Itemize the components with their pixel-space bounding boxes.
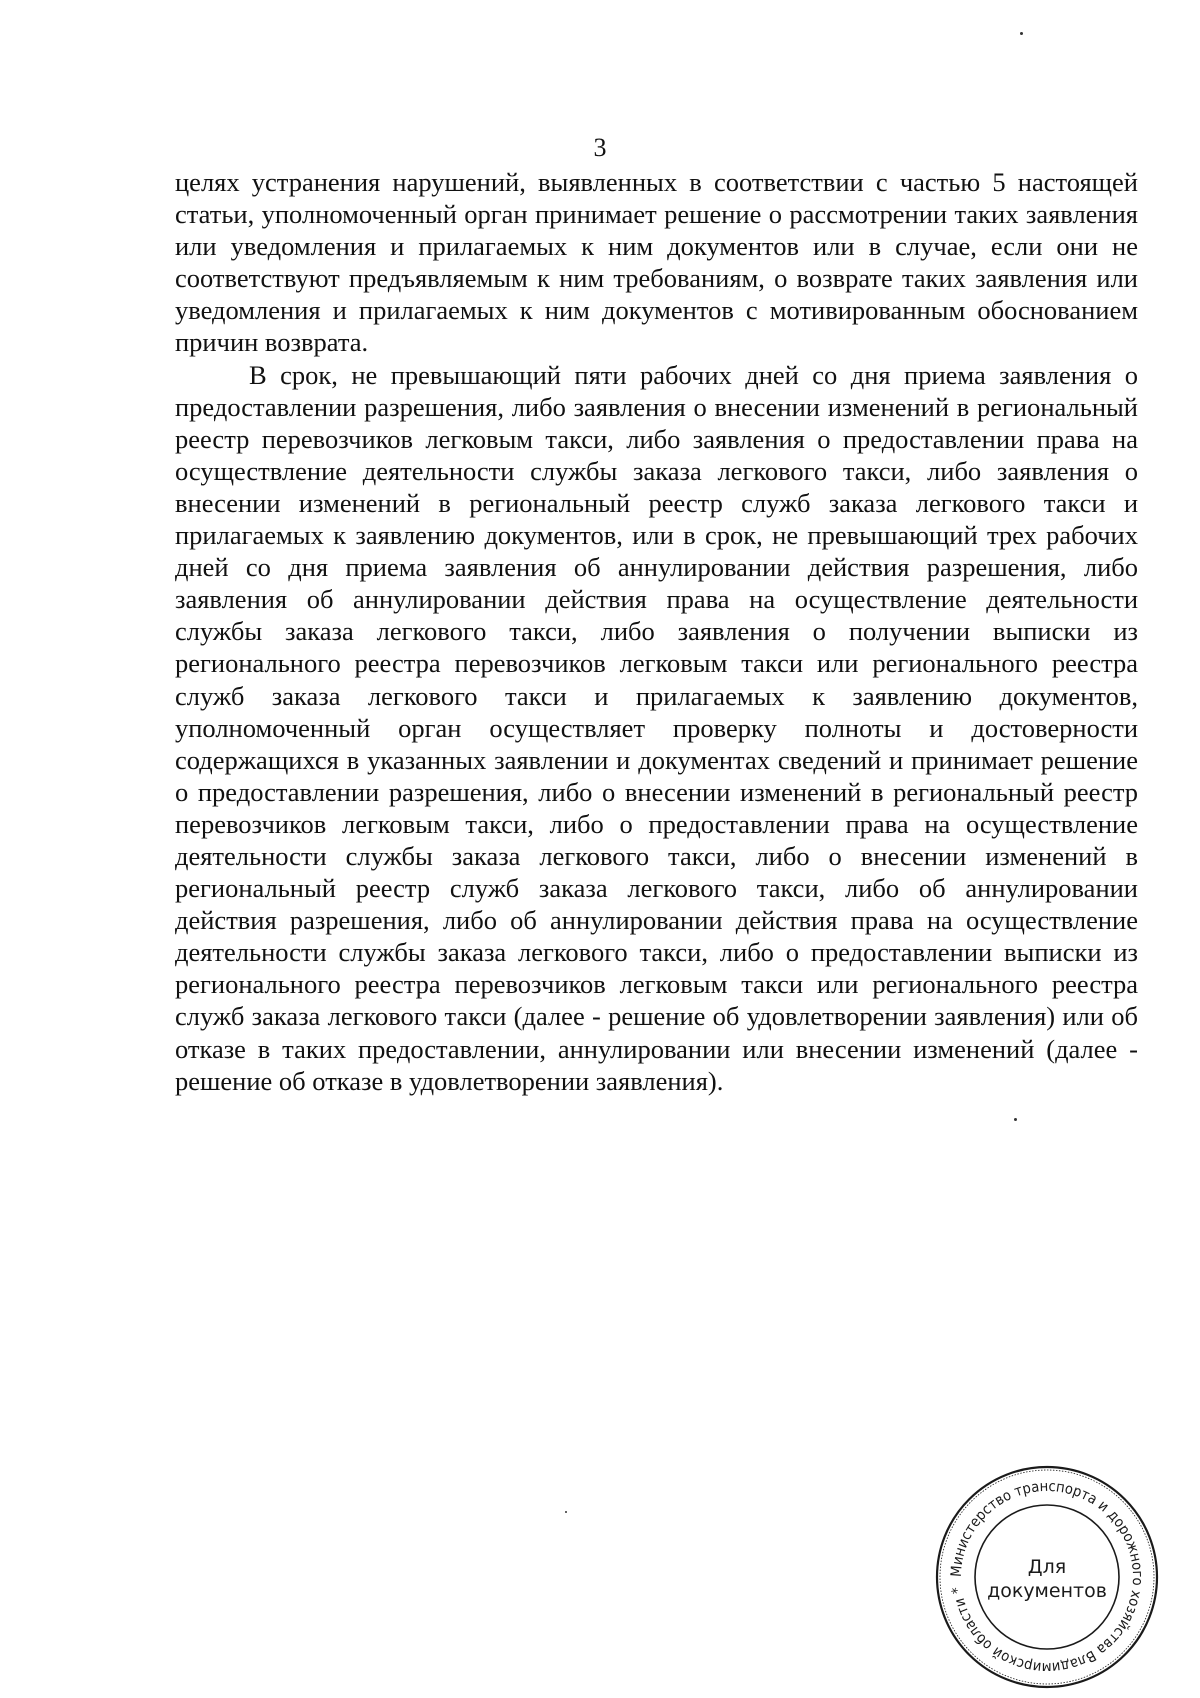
scan-speck [1020, 32, 1023, 35]
page-number: 3 [593, 133, 607, 162]
stamp-ring-text: Министерство транспорта и дорожного хозяйства Владимирской области * [948, 1478, 1146, 1676]
official-stamp [933, 1463, 1161, 1691]
stamp-center-line-1: Для [1027, 1556, 1067, 1578]
paragraph-2: В срок, не превышающий пяти рабочих дней со дня приема заявления о предоставлении разрешения, либо заявления о внесении изменений в региональный реестр перевозчиков легковым такси, либо заявления о предоставлении права на осуществление деятельности службы заказа легкового такси, либо заявления о внесении изменений в региональный реестр служб заказа легкового такси и прилагаемых к заявлению документов, или в срок, не превышающий трех рабочих дней со дня приема заявления об аннулировании действия разрешения, либо заявления об аннулировании действия права на осуществление деятельности службы заказа легкового такси, либо заявления о получении выписки из регионального реестра перевозчиков легковым такси или регионального реестра служб заказа легкового такси и прилагаемых к заявлению документов, уполномоченный орган осуществляет проверку полноты и достоверности содержащихся в указанных заявлении и документах сведений и принимает решение о предоставлении разрешения, либо о внесении изменений в региональный реестр перевозчиков легковым такси, либо о предоставлении права на осуществление деятельности службы заказа легкового такси, либо о внесении изменений в региональный реестр служб заказа легкового такси, либо об аннулировании действия разрешения, либо об аннулировании действия права на осуществление деятельности службы заказа легкового такси, либо о предоставлении выписки из регионального реестра перевозчиков легковым такси или регионального реестра служб заказа легкового такси (далее - решение об удовлетворении заявления) или об отказе в таких предоставлении, аннулировании или внесении изменений (далее - решение об отказе в удовлетворении заявления). [175, 359, 1138, 1096]
stamp-center-line-2: документов [987, 1580, 1107, 1602]
document-body [175, 166, 1138, 1097]
stamp-center-text [933, 1555, 1161, 1603]
paragraph-1: целях устранения нарушений, выявленных в соответствии с частью 5 настоящей статьи, уполномоченный орган принимает решение о рассмотрении таких заявления или уведомления и прилагаемых к ним документов или в случае, если они не соответствуют предъявляемым к ним требованиям, о возврате таких заявления или уведомления и прилагаемых к ним документов с мотивированным обоснованием причин возврата. [175, 167, 1138, 358]
scan-speck [1014, 1118, 1017, 1121]
scan-speck [565, 1511, 567, 1513]
